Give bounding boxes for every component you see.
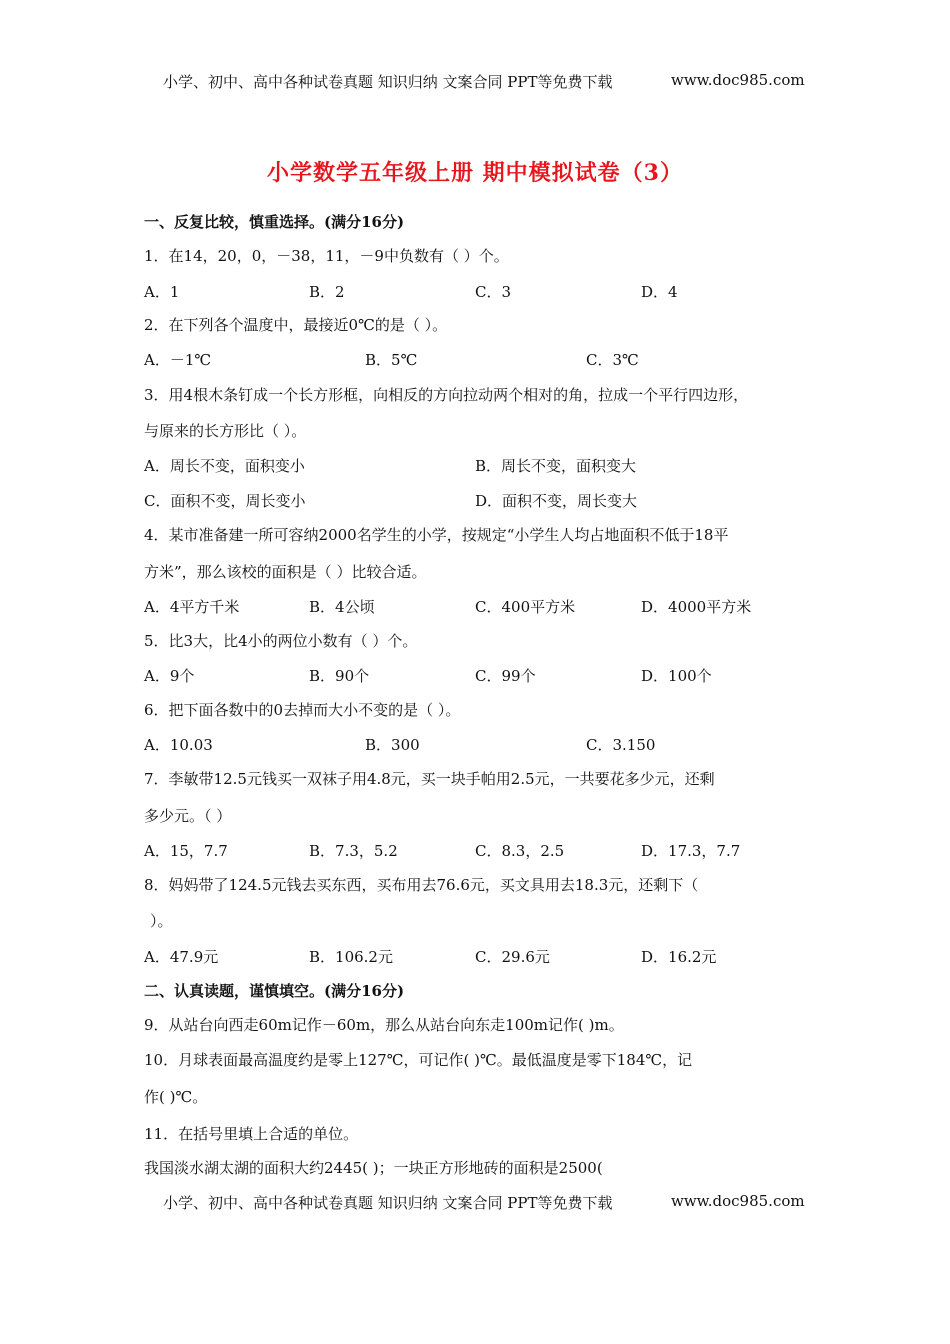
question-2: 2．在下列各个温度中，最接近0℃的是（ ）。 [144, 316, 448, 334]
q1-option-a: A．1 [144, 283, 180, 301]
question-4-line-2: 方米”，那么该校的面积是（ ）比较合适。 [144, 563, 427, 581]
question-11-line-2: 我国淡水湖太湖的面积大约2445( )；一块正方形地砖的面积是2500( [144, 1159, 603, 1177]
question-10-line-1: 10．月球表面最高温度约是零上127℃，可记作( )℃。最低温度是零下184℃，记 [144, 1051, 693, 1069]
q3-option-c: C．面积不变，周长变小 [144, 492, 306, 510]
q5-option-d: D．100个 [641, 667, 712, 685]
q4-option-d: D．4000平方米 [641, 598, 752, 616]
q8-option-b: B．106.2元 [309, 948, 393, 966]
q5-option-a: A．9个 [144, 667, 195, 685]
q7-option-b: B．7.3，5.2 [309, 842, 398, 860]
question-1: 1．在14，20，0，－38，11，－9中负数有（ ）个。 [144, 247, 509, 265]
q3-option-d: D．面积不变，周长变大 [475, 492, 638, 510]
question-7-line-1: 7．李敏带12.5元钱买一双袜子用4.8元，买一块手帕用2.5元，一共要花多少元，还剩 [144, 770, 715, 788]
q3-option-a: A．周长不变，面积变小 [144, 457, 305, 475]
question-3-line-1: 3．用4根木条钉成一个长方形框，向相反的方向拉动两个相对的角，拉成一个平行四边形， [144, 386, 749, 404]
q7-option-d: D．17.3，7.7 [641, 842, 741, 860]
q1-option-c: C．3 [475, 283, 512, 301]
q5-option-c: C．99个 [475, 667, 536, 685]
q6-option-b: B．300 [365, 736, 420, 754]
q3-option-b: B．周长不变，面积变大 [475, 457, 637, 475]
q8-option-a: A．47.9元 [144, 948, 219, 966]
question-4-line-1: 4．某市准备建一所可容纳2000名学生的小学，按规定“小学生人均占地面积不低于18平 [144, 526, 729, 544]
footer-site[interactable]: www.doc985.com [671, 1192, 805, 1210]
question-9: 9．从站台向西走60m记作－60m，那么从站台向东走100m记作( )m。 [144, 1016, 624, 1034]
q1-option-b: B．2 [309, 283, 345, 301]
header-site[interactable]: www.doc985.com [671, 71, 805, 89]
q5-option-b: B．90个 [309, 667, 370, 685]
q2-option-c: C．3℃ [586, 351, 639, 369]
question-8-line-2: ）。 [150, 912, 173, 930]
q1-option-d: D．4 [641, 283, 678, 301]
q2-option-a: A．－1℃ [144, 351, 212, 369]
question-10-line-2: 作( )℃。 [144, 1088, 208, 1106]
question-7-line-2: 多少元。（ ） [144, 807, 232, 825]
question-3-line-2: 与原来的长方形比（ ）。 [144, 422, 307, 440]
question-11: 11．在括号里填上合适的单位。 [144, 1125, 359, 1143]
q7-option-a: A．15，7.7 [144, 842, 228, 860]
section-heading-1: 一、反复比较，慎重选择。(满分16分) [144, 213, 405, 231]
header-text: 小学、初中、高中各种试卷真题 知识归纳 文案合同 PPT等免费下载 [163, 73, 613, 91]
question-8-line-1: 8．妈妈带了124.5元钱去买东西，买布用去76.6元，买文具用去18.3元，还剩下（ [144, 876, 699, 894]
q8-option-c: C．29.6元 [475, 948, 550, 966]
q6-option-c: C．3.150 [586, 736, 656, 754]
q4-option-b: B．4公顷 [309, 598, 375, 616]
q8-option-d: D．16.2元 [641, 948, 717, 966]
question-6: 6．把下面各数中的0去掉而大小不变的是（ ）。 [144, 701, 461, 719]
q4-option-c: C．400平方米 [475, 598, 576, 616]
q6-option-a: A．10.03 [144, 736, 213, 754]
q4-option-a: A．4平方千米 [144, 598, 240, 616]
page-title: 小学数学五年级上册 期中模拟试卷（3） [267, 160, 683, 186]
q7-option-c: C．8.3，2.5 [475, 842, 565, 860]
question-5: 5．比3大，比4小的两位小数有（ ）个。 [144, 632, 418, 650]
footer-text: 小学、初中、高中各种试卷真题 知识归纳 文案合同 PPT等免费下载 [163, 1194, 613, 1212]
section-heading-2: 二、认真读题，谨慎填空。(满分16分) [144, 982, 405, 1000]
q2-option-b: B．5℃ [365, 351, 418, 369]
